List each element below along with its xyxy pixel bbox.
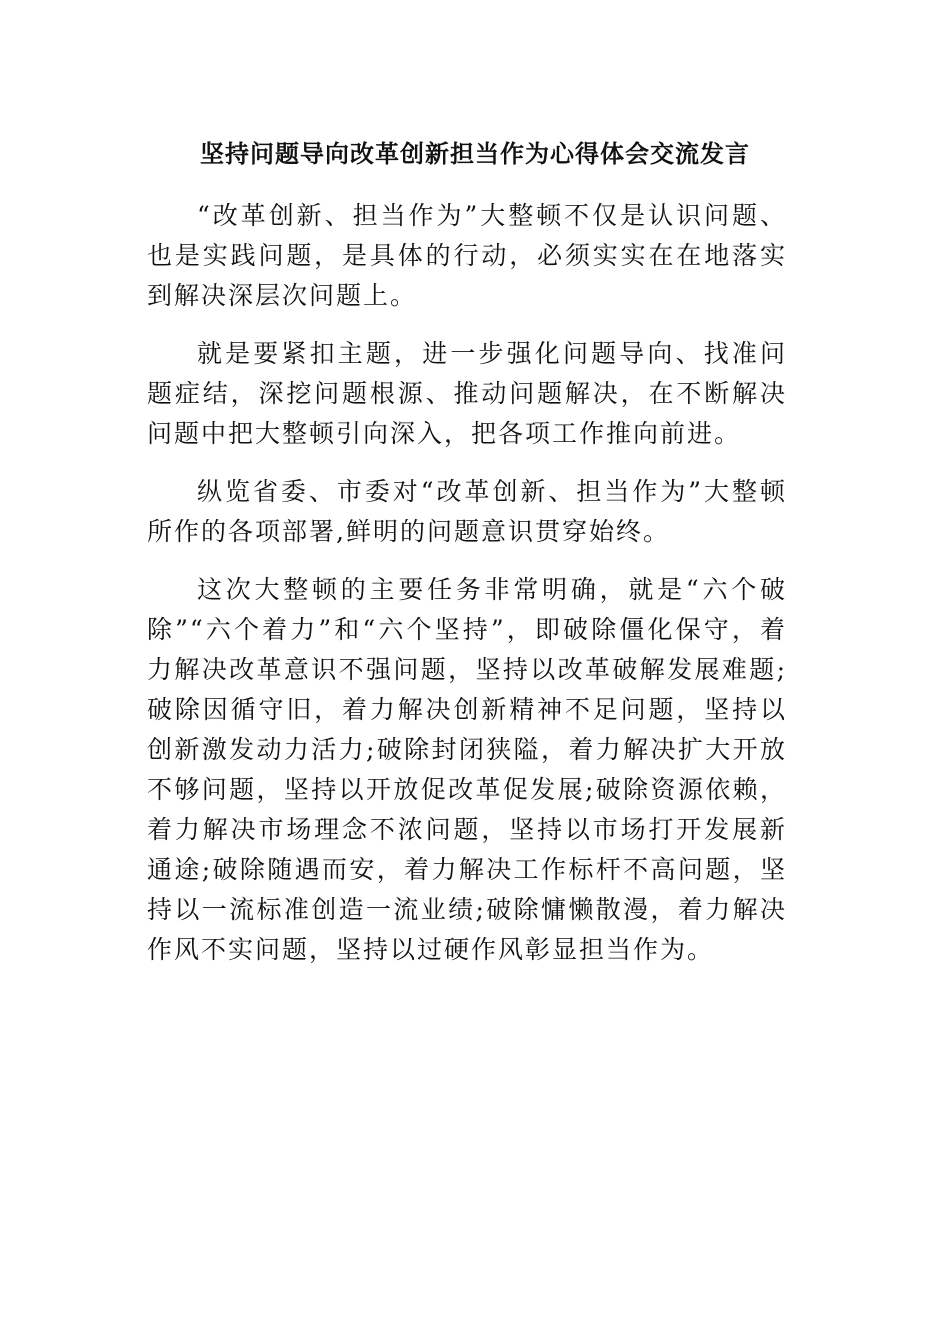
- paragraph-1: “改革创新、担当作为”大整顿不仅是认识问题、也是实践问题，是具体的行动，必须实实在在地落实到解决深层次问题上。: [147, 201, 787, 310]
- paragraph-2: 就是要紧扣主题，进一步强化问题导向、找准问题症结，深挖问题根源、推动问题解决，在不断解决问题中把大整顿引向深入，把各项工作推向前进。: [147, 339, 787, 448]
- paragraph-3: 纵览省委、市委对“改革创新、担当作为”大整顿所作的各项部署,鲜明的问题意识贯穿始终。: [147, 477, 787, 546]
- document-title: 坚持问题导向改革创新担当作为心得体会交流发言: [200, 140, 750, 168]
- paragraph-4: 这次大整顿的主要任务非常明确，就是“六个破除”“六个着力”和“六个坚持”，即破除僵化保守，着力解决改革意识不强问题，坚持以改革破解发展难题;破除因循守旧，着力解决创新精神不足问题，坚持以创新激发动力活力;破除封闭狭隘，着力解决扩大开放不够问题，坚持以开放促改革促发展;破除资源依赖，着力解决市场理念不浓问题，坚持以市场打开发展新通途;破除随遇而安，着力解决工作标杆不高问题，坚持以一流标准创造一流业绩;破除慵懒散漫，着力解决作风不实问题，坚持以过硬作风彰显担当作为。: [147, 575, 787, 964]
- document-body: [147, 196, 787, 970]
